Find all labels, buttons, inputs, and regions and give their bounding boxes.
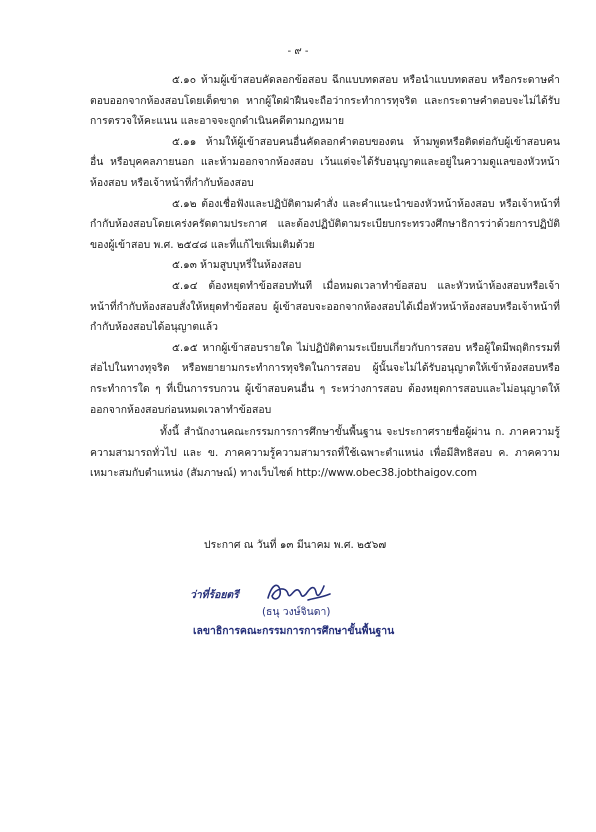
clause-5-14: ๕.๑๔ ต้องหยุดทำข้อสอบทันที เมื่อหมดเวลาทำข้อสอบ และหัวหน้าห้องสอบหรือเจ้าหน้าที่กำกับห้องสอบสั่งให้หยุดทำข้อสอบ ผู้เข้าสอบจะออกจากห้องสอบได้เมื่อหัวหน้าห้องสอบหรือเจ้าหน้าที่กำกับห้องสอบได้อนุญาตแล้ว [90,279,560,334]
signer-rank: ว่าที่ร้อยตรี [190,589,239,601]
announcement-body [90,70,560,484]
signer-title: เลขาธิการคณะกรรมการการศึกษาขั้นพื้นฐาน [193,625,395,637]
clause-5-12: ๕.๑๒ ต้องเชื่อฟังและปฏิบัติตามคำสั่ง และคำแนะนำของหัวหน้าห้องสอบ หรือเจ้าหน้าที่กำกับห้องสอบโดยเคร่งครัดตามประกาศ และต้องปฏิบัติตามระเบียบกระทรวงศึกษาธิการว่าด้วยการปฏิบัติของผู้เข้าสอบ พ.ศ. ๒๕๔๘ และที่แก้ไขเพิ่มเติมด้วย [90,197,560,251]
clause-5-11: ๕.๑๑ ห้ามให้ผู้เข้าสอบคนอื่นคัดลอกคำตอบของตน ห้ามพูดหรือติดต่อกับผู้เข้าสอบคนอื่น หรือบุคคลภายนอก และห้ามออกจากห้องสอบ เว้นแต่จะได้รับอนุญาตและอยู่ในความดูแลของหัวหน้าห้องสอบ หรือเจ้าหน้าที่กำกับห้องสอบ [90,135,560,189]
signer-name: (ธนุ วงษ์จินดา) [262,606,331,618]
closing-paragraph: ทั้งนี้ สำนักงานคณะกรรมการการศึกษาขั้นพื้นฐาน จะประกาศรายชื่อผู้ผ่าน ก. ภาคความรู้ความสามารถทั่วไป และ ข. ภาคความรู้ความสามารถที่ใช้เฉพาะตำแหน่ง เพื่อมีสิทธิสอบ ค. ภาคความเหมาะสมกับตำแหน่ง (สัมภาษณ์) ทางเว็บไซต์ http://www.obec38.jobthaigov.com [90,426,560,480]
page-number: - ๙ - [287,46,309,57]
clause-5-13: ๕.๑๓ ห้ามสูบบุหรี่ในห้องสอบ [172,259,302,272]
clause-5-15: ๕.๑๕ หากผู้เข้าสอบรายใด ไม่ปฏิบัติตามระเบียบเกี่ยวกับการสอบ หรือผู้ใดมีพฤติกรรมที่ส่อไปในทางทุจริต หรือพยายามกระทำการทุจริตในการสอบ ผู้นั้นจะไม่ได้รับอนุญาตให้เข้าห้องสอบหรือกระทำการใด ๆ ที่เป็นการรบกวน ผู้เข้าสอบคนอื่น ๆ ระหว่างการสอบ ต้องหยุดการสอบและไม่อนุญาตให้ออกจากห้องสอบก่อนหมดเวลาทำข้อสอบ [90,341,560,416]
clause-5-10: ๕.๑๐ ห้ามผู้เข้าสอบคัดลอกข้อสอบ ฉีกแบบทดสอบ หรือนำแบบทดสอบ หรือกระดาษคำตอบออกจากห้องสอบโดยเด็ดขาด หากผู้ใดฝ่าฝืนจะถือว่ากระทำการทุจริต และกระดาษคำตอบจะไม่ได้รับการตรวจให้คะแนน และอาจจะถูกดำเนินคดีตามกฎหมาย [90,74,560,128]
announcement-date: ประกาศ ณ วันที่ ๑๓ มีนาคม พ.ศ. ๒๕๖๗ [204,539,387,551]
